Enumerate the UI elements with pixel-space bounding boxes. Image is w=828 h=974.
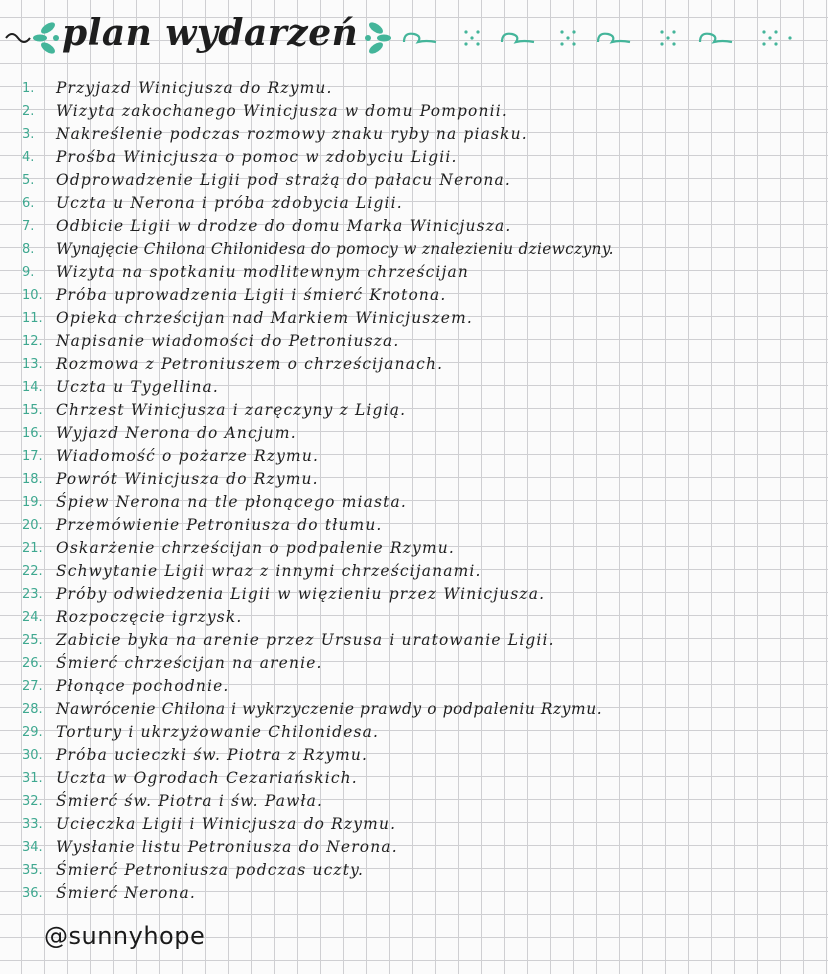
list-item (22, 557, 822, 580)
item-text: Wizyta zakochanego Winicjusza w domu Pomponii. (56, 102, 508, 120)
item-number: 8. (22, 242, 35, 257)
item-text: Zabicie byka na arenie przez Ursusa i uratowanie Ligii. (56, 631, 555, 649)
item-number: 17. (22, 449, 43, 464)
item-number: 21. (22, 541, 43, 556)
item-text: Opieka chrześcijan nad Markiem Winicjuszem. (56, 309, 473, 327)
item-number: 14. (22, 380, 43, 395)
list-item (22, 97, 822, 120)
item-number: 5. (22, 173, 35, 188)
list-item (22, 833, 822, 856)
event-list (22, 74, 822, 902)
item-number: 4. (22, 150, 35, 165)
list-item (22, 212, 822, 235)
list-item (22, 741, 822, 764)
item-text: Napisanie wiadomości do Petroniusza. (56, 332, 400, 350)
list-item (22, 856, 822, 879)
list-item (22, 672, 822, 695)
item-number: 18. (22, 472, 43, 487)
list-item (22, 764, 822, 787)
item-text: Wyjazd Nerona do Ancjum. (56, 424, 297, 442)
item-number: 31. (22, 771, 43, 786)
item-number: 10. (22, 288, 43, 303)
item-number: 20. (22, 518, 43, 533)
item-text: Próba ucieczki św. Piotra z Rzymu. (56, 746, 369, 764)
list-item (22, 189, 822, 212)
item-text: Płonące pochodnie. (56, 677, 230, 695)
item-text: Nakreślenie podczas rozmowy znaku ryby na piasku. (56, 125, 528, 143)
list-item (22, 649, 822, 672)
list-item (22, 350, 822, 373)
list-item (22, 419, 822, 442)
item-text: Uczta w Ogrodach Cezariańskich. (56, 769, 358, 787)
item-number: 36. (22, 886, 43, 901)
list-item (22, 120, 822, 143)
item-number: 28. (22, 702, 43, 717)
item-number: 29. (22, 725, 43, 740)
item-text: Śmierć św. Piotra i św. Pawła. (56, 792, 324, 810)
item-text: Rozpoczęcie igrzysk. (56, 608, 243, 626)
list-item (22, 488, 822, 511)
squiggle-icon (6, 34, 30, 42)
list-item (22, 465, 822, 488)
item-text: Wynajęcie Chilona Chilonidesa do pomocy w znalezieniu dziewczyny. (56, 240, 614, 258)
leaf-flourish-icon (365, 20, 391, 56)
item-text: Schwytanie Ligii wraz z innymi chrześcijanami. (56, 562, 482, 580)
item-number: 6. (22, 196, 35, 211)
item-number: 15. (22, 403, 43, 418)
page-title: plan wydarzeń (62, 12, 359, 54)
list-item (22, 810, 822, 833)
item-number: 24. (22, 610, 43, 625)
list-item (22, 442, 822, 465)
item-text: Rozmowa z Petroniuszem o chrześcijanach. (56, 355, 444, 373)
item-number: 7. (22, 219, 35, 234)
list-item (22, 603, 822, 626)
list-item (22, 143, 822, 166)
list-item (22, 258, 822, 281)
list-item (22, 580, 822, 603)
item-text: Próba uprowadzenia Ligii i śmierć Krotona. (56, 286, 447, 304)
item-text: Powrót Winicjusza do Rzymu. (56, 470, 319, 488)
list-item (22, 74, 822, 97)
list-item (22, 511, 822, 534)
item-text: Śpiew Nerona na tle płonącego miasta. (56, 493, 407, 511)
list-item (22, 166, 822, 189)
item-number: 2. (22, 104, 35, 119)
list-item (22, 534, 822, 557)
item-text: Wiadomość o pożarze Rzymu. (56, 447, 320, 465)
item-number: 34. (22, 840, 43, 855)
item-text: Uczta u Nerona i próba zdobycia Ligii. (56, 194, 403, 212)
item-number: 11. (22, 311, 43, 326)
item-text: Śmierć chrześcijan na arenie. (56, 654, 323, 672)
item-text: Wysłanie listu Petroniusza do Nerona. (56, 838, 398, 856)
list-item (22, 327, 822, 350)
list-item (22, 281, 822, 304)
item-number: 19. (22, 495, 43, 510)
list-item (22, 695, 822, 718)
dot-cluster-icon (464, 30, 791, 45)
item-number: 12. (22, 334, 43, 349)
item-number: 16. (22, 426, 43, 441)
signature: @sunnyhope (44, 922, 206, 950)
list-item (22, 626, 822, 649)
item-number: 23. (22, 587, 43, 602)
item-number: 22. (22, 564, 43, 579)
item-text: Próby odwiedzenia Ligii w więzieniu przez Winicjusza. (56, 585, 546, 603)
item-text: Uczta u Tygellina. (56, 378, 220, 396)
item-text: Przyjazd Winicjusza do Rzymu. (56, 79, 333, 97)
item-number: 27. (22, 679, 43, 694)
item-text: Śmierć Nerona. (56, 884, 197, 902)
item-text: Nawrócenie Chilona i wykrzyczenie prawdy o podpaleniu Rzymu. (56, 700, 603, 718)
item-text: Prośba Winicjusza o pomoc w zdobyciu Ligii. (56, 148, 458, 166)
leaf-flourish-icon (33, 20, 59, 56)
item-text: Wizyta na spotkaniu modlitewnym chrześcijan (56, 263, 469, 281)
list-item (22, 304, 822, 327)
item-number: 26. (22, 656, 43, 671)
item-text: Tortury i ukrzyżowanie Chilonidesa. (56, 723, 380, 741)
header (0, 6, 828, 64)
item-number: 35. (22, 863, 43, 878)
list-item (22, 235, 822, 258)
list-item (22, 373, 822, 396)
item-number: 32. (22, 794, 43, 809)
item-number: 3. (22, 127, 35, 142)
item-number: 33. (22, 817, 43, 832)
item-number: 1. (22, 81, 35, 96)
list-item (22, 718, 822, 741)
item-number: 9. (22, 265, 35, 280)
item-text: Odprowadzenie Ligii pod strażą do pałacu Nerona. (56, 171, 511, 189)
item-number: 13. (22, 357, 43, 372)
item-text: Chrzest Winicjusza i zaręczyny z Ligią. (56, 401, 407, 419)
item-number: 30. (22, 748, 43, 763)
item-text: Przemówienie Petroniusza do tłumu. (56, 516, 383, 534)
list-item (22, 787, 822, 810)
item-text: Śmierć Petroniusza podczas uczty. (56, 861, 365, 879)
item-text: Odbicie Ligii w drodze do domu Marka Winicjusza. (56, 217, 512, 235)
list-item (22, 879, 822, 902)
list-item (22, 396, 822, 419)
item-number: 25. (22, 633, 43, 648)
item-text: Oskarżenie chrześcijan o podpalenie Rzymu. (56, 539, 455, 557)
item-text: Ucieczka Ligii i Winicjusza do Rzymu. (56, 815, 397, 833)
